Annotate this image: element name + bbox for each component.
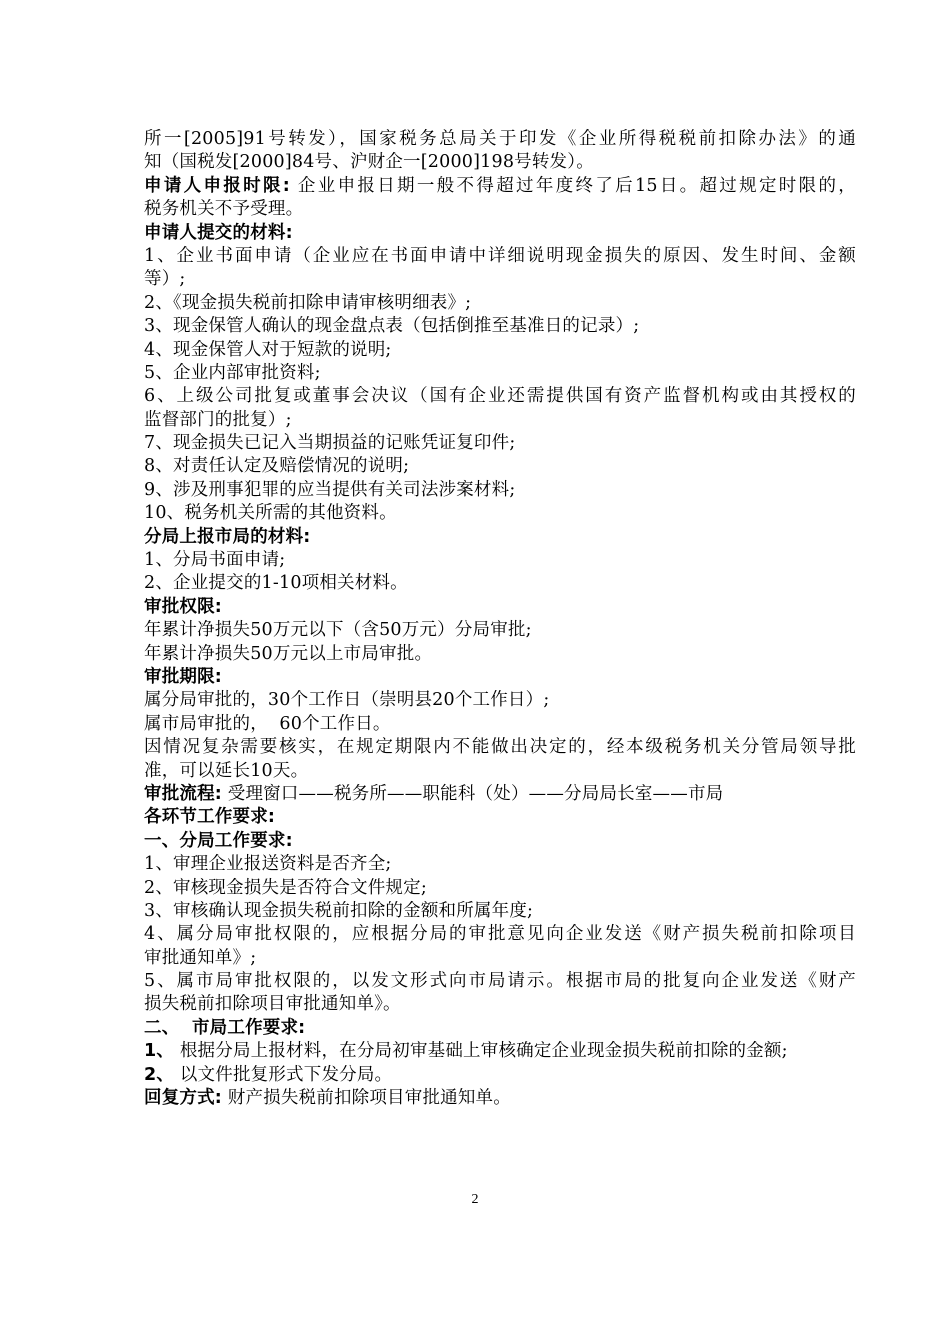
applicant-material-item: 8、对责任认定及赔偿情况的说明; xyxy=(144,456,410,477)
branch-material-item: 1、分局书面申请; xyxy=(144,550,286,571)
city-requirement-item xyxy=(144,1040,856,1063)
city-requirements-heading: 二、 市局工作要求: xyxy=(144,1017,306,1038)
intro-line-1: 所一[2005]91号转发），国家税务总局关于印发《企业所得税税前扣除办法》的通 xyxy=(144,129,856,149)
authority-item: 年累计净损失50万元以上市局审批。 xyxy=(144,643,433,664)
applicant-material-item: 9、涉及刑事犯罪的应当提供有关司法涉案材料; xyxy=(144,479,516,500)
applicant-material-item: 10、税务机关所需的其他资料。 xyxy=(144,503,397,524)
applicant-material-item: 5、企业内部审批资料; xyxy=(144,362,321,383)
intro-line-2: 知（国税发[2000]84号、沪财企一[2000]198号转发）。 xyxy=(144,152,594,173)
branch-requirement-item: 1、审理企业报送资料是否齐全; xyxy=(144,854,392,875)
city-requirement-number: 1、 xyxy=(144,1041,175,1062)
reply-line xyxy=(144,1087,856,1110)
period-item: 属市局审批的， 60个工作日。 xyxy=(144,713,391,734)
city-requirement-item xyxy=(144,1064,856,1087)
process-label: 审批流程: xyxy=(144,783,222,804)
period-item: 属分局审批的，30个工作日（崇明县20个工作日）; xyxy=(144,690,550,711)
branch-requirement-item: 5、属市局审批权限的，以发文形式向市局请示。根据市局的批复向企业发送《财产 xyxy=(144,971,856,992)
period-heading: 审批期限: xyxy=(144,666,222,687)
deadline-line-1 xyxy=(144,175,856,198)
reply-label: 回复方式: xyxy=(144,1088,222,1109)
applicant-material-item: 7、现金损失已记入当期损益的记账凭证复印件; xyxy=(144,433,516,454)
reply-text: 财产损失税前扣除项目审批通知单。 xyxy=(222,1088,511,1109)
branch-requirements-heading: 一、分局工作要求: xyxy=(144,830,293,851)
city-requirement-text: 根据分局上报材料，在分局初审基础上审核确定企业现金损失税前扣除的金额; xyxy=(174,1041,788,1062)
branch-requirement-item: 损失税前扣除项目审批通知单》。 xyxy=(144,994,401,1015)
applicant-material-item: 1、企业书面申请（企业应在书面申请中详细说明现金损失的原因、发生时间、金额 xyxy=(144,245,856,266)
deadline-text-2: 税务机关不予受理。 xyxy=(144,199,304,220)
applicant-material-item: 监督部门的批复）; xyxy=(144,409,292,430)
applicant-material-item: 6、上级公司批复或董事会决议（国有企业还需提供国有资产监督机构或由其授权的 xyxy=(144,386,856,407)
requirements-heading: 各环节工作要求: xyxy=(144,807,276,828)
branch-requirement-item: 4、属分局审批权限的，应根据分局的审批意见向企业发送《财产损失税前扣除项目 xyxy=(144,924,856,945)
applicant-material-item: 3、现金保管人确认的现金盘点表（包括倒推至基准日的记录）; xyxy=(144,316,640,337)
deadline-text-1: 企业申报日期一般不得超过年度终了后15日。超过规定时限的， xyxy=(290,175,856,196)
page-number: 2 xyxy=(471,1192,479,1207)
branch-material-item: 2、企业提交的1-10项相关材料。 xyxy=(144,573,408,594)
process-text: 受理窗口——税务所——职能科（处）——分局局长室——市局 xyxy=(222,783,724,804)
city-requirement-text: 以文件批复形式下发分局。 xyxy=(174,1064,393,1085)
deadline-label: 申请人申报时限: xyxy=(144,175,291,196)
authority-item: 年累计净损失50万元以下（含50万元）分局审批; xyxy=(144,620,532,641)
period-item: 准，可以延长10天。 xyxy=(144,760,309,781)
applicant-material-item: 2、《现金损失税前扣除申请审核明细表》; xyxy=(144,292,472,313)
process-line xyxy=(144,783,856,806)
applicant-materials-heading: 申请人提交的材料: xyxy=(144,222,293,243)
branch-requirement-item: 3、审核确认现金损失税前扣除的金额和所属年度; xyxy=(144,900,534,921)
branch-requirement-item: 2、审核现金损失是否符合文件规定; xyxy=(144,877,427,898)
period-item: 因情况复杂需要核实，在规定期限内不能做出决定的，经本级税务机关分管局领导批 xyxy=(144,737,856,758)
city-requirement-number: 2、 xyxy=(144,1064,175,1085)
branch-materials-heading: 分局上报市局的材料: xyxy=(144,526,311,547)
authority-heading: 审批权限: xyxy=(144,596,222,617)
branch-requirement-item: 审批通知单》; xyxy=(144,947,257,968)
applicant-material-item: 4、现金保管人对于短款的说明; xyxy=(144,339,392,360)
document-page xyxy=(144,128,856,1110)
applicant-material-item: 等）; xyxy=(144,269,186,290)
